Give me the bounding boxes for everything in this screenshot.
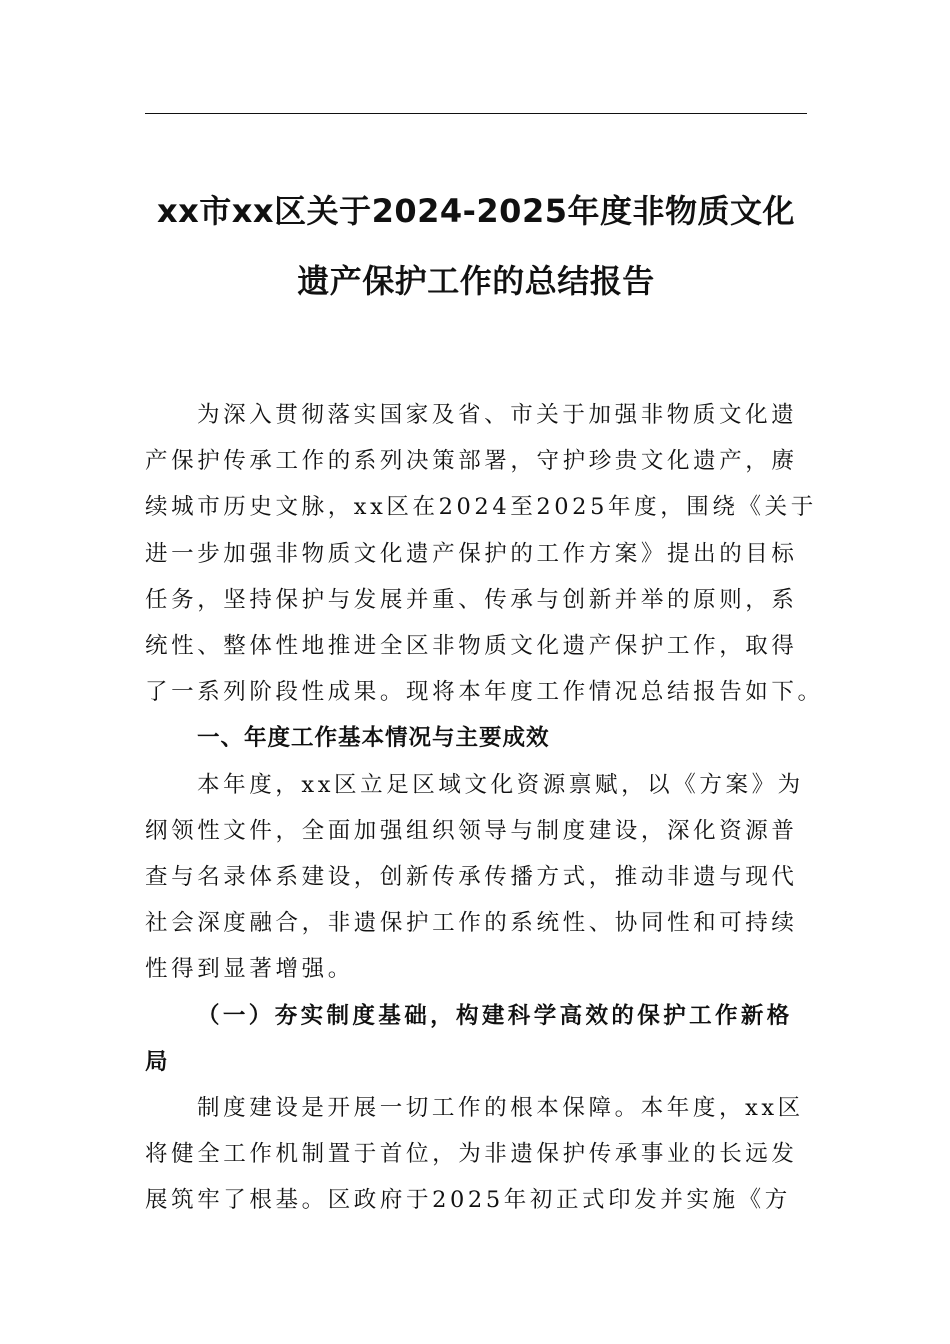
text-line: 统性、整体性地推进全区非物质文化遗产保护工作，取得: [145, 633, 798, 660]
header-rule: [145, 113, 807, 114]
subsection-paragraph: [145, 1085, 807, 1224]
document-body: [145, 392, 824, 1224]
subsection-heading: [145, 993, 807, 1085]
text-line: 制度建设是开展一切工作的根本保障。本年度，xx区: [197, 1095, 804, 1122]
heading-line: （一）夯实制度基础，构建科学高效的保护工作新格: [197, 1002, 793, 1029]
text-line: 将健全工作机制置于首位，为非遗保护传承事业的长远发: [145, 1141, 798, 1168]
text-line: 了一系列阶段性成果。现将本年度工作情况总结报告如下。: [145, 679, 824, 706]
text-line: 查与名录体系建设，创新传承传播方式，推动非遗与现代: [145, 864, 798, 891]
title-line: 遗产保护工作的总结报告: [297, 262, 655, 300]
intro-paragraph: [145, 392, 824, 715]
title-line: xx市xx区关于2024-2025年度非物质文化: [157, 192, 795, 230]
section-paragraph: [145, 762, 807, 993]
document-title: [145, 176, 807, 316]
text-line: 性得到显著增强。: [145, 956, 354, 983]
text-line: 产保护传承工作的系列决策部署，守护珍贵文化遗产，赓: [145, 448, 798, 475]
text-line: 展筑牢了根基。区政府于2025年初正式印发并实施《方: [145, 1187, 791, 1214]
text-line: 本年度，xx区立足区域文化资源禀赋，以《方案》为: [197, 771, 804, 798]
heading-line: 局: [145, 1048, 171, 1075]
text-line: 纲领性文件，全面加强组织领导与制度建设，深化资源普: [145, 817, 798, 844]
text-line: 社会深度融合，非遗保护工作的系统性、协同性和可持续: [145, 910, 798, 937]
text-line: 任务，坚持保护与发展并重、传承与创新并举的原则，系: [145, 586, 798, 613]
text-line: 为深入贯彻落实国家及省、市关于加强非物质文化遗: [197, 402, 798, 428]
text-line: 续城市历史文脉，xx区在2024至2025年度，围绕《关于: [145, 494, 817, 521]
text-line: 进一步加强非物质文化遗产保护的工作方案》提出的目标: [145, 540, 798, 567]
section-heading: 一、年度工作基本情况与主要成效: [197, 725, 550, 752]
